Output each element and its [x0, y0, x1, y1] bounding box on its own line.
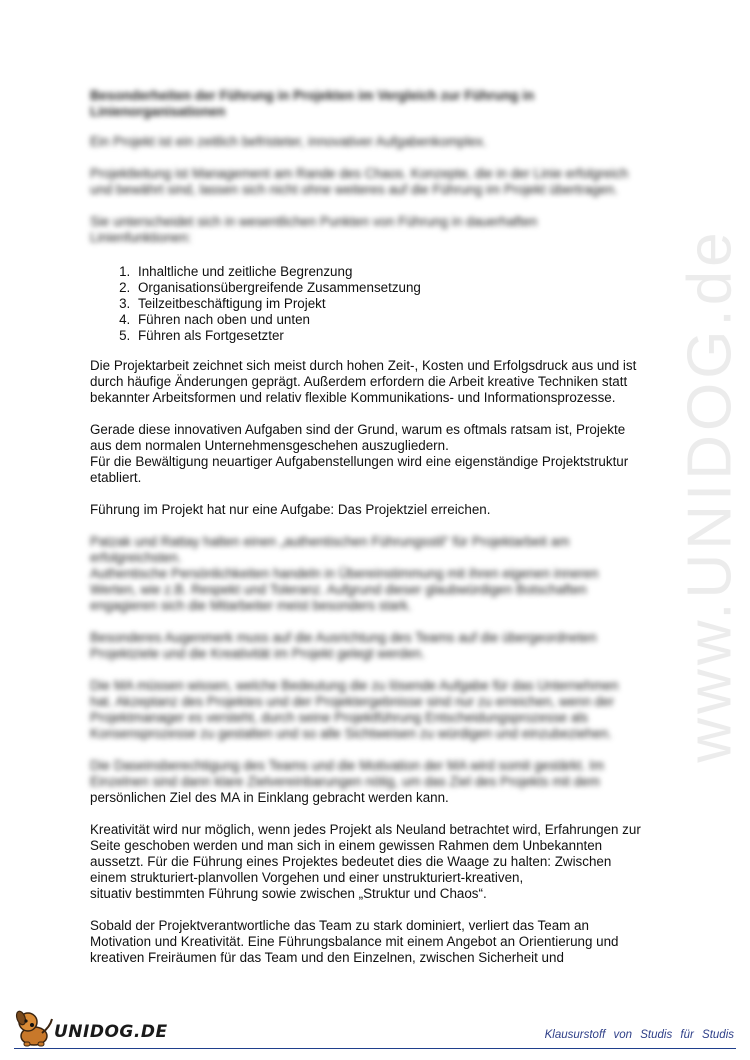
footer-divider [14, 1048, 736, 1049]
paragraph [90, 358, 670, 406]
text-line: Werten, wie z.B. Respekt und Toleranz. Aufgrund dieser glaubwürdigen Botschaften [90, 582, 587, 597]
text-line: situativ bestimmten Führung sowie zwischen „Struktur und Chaos“. [90, 886, 487, 901]
text-line: Projektleitung ist Management am Rande des Chaos. Konzepte, die in der Linie erfolgreich [90, 166, 629, 181]
paragraph [90, 758, 670, 806]
text-line: Die Projektarbeit zeichnet sich meist durch hohen Zeit-, Kosten und Erfolgsdruck aus und ist [90, 358, 637, 373]
text-line: Die Daseinsberechtigung des Teams und die Motivation der MA wird somit gestärkt. Im [90, 758, 605, 773]
text-line: Projektziele und die Kreativität im Projekt gelegt werden. [90, 646, 425, 661]
heading-line: Linienorganisationen [90, 104, 226, 119]
text-line: Ein Projekt ist ein zeitlich befristeter, innovativer Aufgabenkomplex. [90, 134, 487, 149]
text-line: Führung im Projekt hat nur eine Aufgabe: Das Projektziel erreichen. [90, 502, 491, 517]
text-line: erfolgreichsten. [90, 550, 182, 565]
text-line: Seite geschoben werden und man sich in einem gewissen Rahmen dem Unbekannten [90, 838, 603, 853]
text-line: Einzelnen sind dann klare Zielvereinbarungen nötig, um das Ziel des Projekts mit dem [90, 774, 600, 789]
blurred-paragraph [90, 134, 670, 150]
list-item: 3. Teilzeitbeschäftigung im Projekt [134, 296, 670, 312]
text-line: persönlichen Ziel des MA in Einklang gebracht werden kann. [90, 790, 449, 805]
blurred-paragraph [90, 534, 670, 614]
blurred-paragraph [90, 166, 670, 198]
dog-mascot-icon [14, 1008, 56, 1048]
footer-tagline: Klausurstoff von Studis für Studis [544, 1029, 734, 1041]
paragraph [90, 822, 670, 902]
text-line: Gerade diese innovativen Aufgaben sind der Grund, warum es oftmals ratsam ist, Projekte [90, 422, 626, 437]
list-item: 2. Organisationsübergreifende Zusammensetzung [134, 280, 670, 296]
watermark: www.UNIDOG.de [675, 227, 745, 763]
document-heading [90, 88, 670, 120]
document-body [90, 88, 670, 982]
text-line: hat. Akzeptanz des Projektes und der Projektergebnisse sind nur zu erreichen, wenn der [90, 694, 615, 709]
text-line: Sobald der Projektverantwortliche das Team zu stark dominiert, verliert das Team an [90, 918, 589, 933]
text-line: Projektmanager es versteht, durch seine Projektführung Entscheidungsprozesse als [90, 710, 588, 725]
text-line: durch häufige Änderungen geprägt. Außerdem erfordern die Arbeit kreative Techniken statt [90, 374, 628, 389]
blurred-paragraph [90, 678, 670, 742]
text-line: Linienfunktionen: [90, 230, 192, 245]
text-line: etabliert. [90, 470, 142, 485]
text-line: bekannter Arbeitsformen und relativ flexible Kommunikations- und Informationsprozesse. [90, 390, 616, 405]
text-line: aus dem normalen Unternehmensgeschehen auszugliedern. [90, 438, 449, 453]
text-line: kreativen Freiräumen für das Team und den Einzelnen, zwischen Sicherheit und [90, 950, 564, 965]
blurred-paragraph [90, 214, 670, 246]
text-line: Die MA müssen wissen, welche Bedeutung die zu lösende Aufgabe für das Unternehmen [90, 678, 619, 693]
text-line: Konsensprozesse zu gestalten und so alle Sichtweisen zu würdigen und einzubeziehen. [90, 726, 612, 741]
text-line: Authentische Persönlichkeiten handeln in Übereinstimmung mit ihren eigenen inneren [90, 566, 599, 581]
text-line: aussetzt. Für die Führung eines Projektes bedeutet dies die Waage zu halten: Zwischen [90, 854, 612, 869]
numbered-list [90, 264, 670, 344]
blurred-paragraph [90, 630, 670, 662]
paragraph [90, 918, 670, 966]
text-line: Motivation und Kreativität. Eine Führungsbalance mit einem Angebot an Orientierung und [90, 934, 619, 949]
logo-text: UNIDOG.DE [54, 1022, 168, 1042]
text-line: Kreativität wird nur möglich, wenn jedes Projekt als Neuland betrachtet wird, Erfahrungen zur [90, 822, 641, 837]
text-line: Patzak und Rattay halten einen „authentischen Führungsstil“ für Projektarbeit am [90, 534, 570, 549]
paragraph [90, 422, 670, 486]
list-item: 5. Führen als Fortgesetzter [134, 328, 670, 344]
heading-line: Besonderheiten der Führung in Projekten im Vergleich zur Führung in [90, 88, 535, 103]
list-item: 4. Führen nach oben und unten [134, 312, 670, 328]
text-line: Besonderes Augenmerk muss auf die Ausrichtung des Teams auf die übergeordneten [90, 630, 597, 645]
unidog-logo [14, 1008, 168, 1048]
paragraph [90, 502, 670, 518]
text-line: Für die Bewältigung neuartiger Aufgabenstellungen wird eine eigenständige Projektstruktur [90, 454, 629, 469]
text-line: engagieren sich die Mitarbeiter meist besonders stark. [90, 598, 412, 613]
text-line: Sie unterscheidet sich in wesentlichen Punkten von Führung in dauerhaften [90, 214, 538, 229]
text-line: und bewährt sind, lassen sich nicht ohne weiteres auf die Führung im Projekt übertragen. [90, 182, 618, 197]
list-item: 1. Inhaltliche und zeitliche Begrenzung [134, 264, 670, 280]
text-line: einem strukturiert-planvollen Vorgehen und einer unstrukturiert-kreativen, [90, 870, 524, 885]
